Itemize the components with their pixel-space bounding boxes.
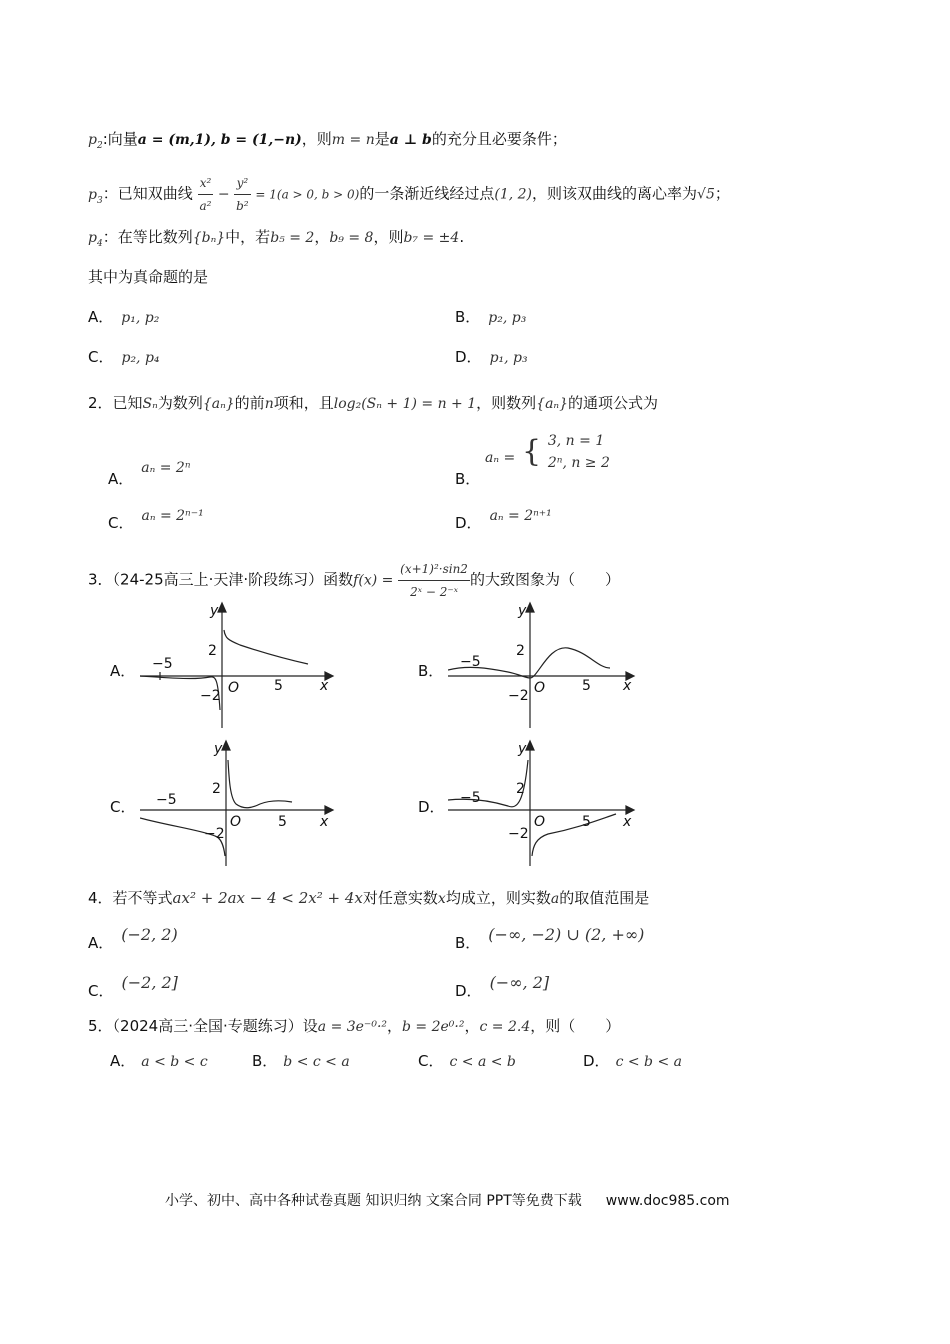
- svg-text:2: 2: [516, 781, 525, 797]
- q5-option-c[interactable]: C． c < a < b: [418, 1052, 516, 1070]
- svg-text:−2: −2: [200, 688, 221, 704]
- q3-graph-d[interactable]: [448, 738, 648, 868]
- q4-option-b[interactable]: B． (−∞, −2) ∪ (2, +∞): [455, 925, 645, 952]
- p3-label: $p_3$: [88, 186, 103, 206]
- q3-option-a-label[interactable]: A．: [110, 662, 136, 680]
- q5-option-d[interactable]: D． c < b < a: [583, 1052, 682, 1070]
- svg-text:y: y: [214, 741, 223, 757]
- question-4: 4．若不等式ax² + 2ax − 4 < 2x² + 4x对任意实数x均成立，则实数a的取值范围是: [88, 889, 650, 907]
- footer-url[interactable]: www.doc985.com: [605, 1193, 730, 1209]
- svg-text:5: 5: [278, 814, 287, 830]
- q1-option-b[interactable]: B． p₂, p₃: [455, 308, 527, 326]
- svg-text:O: O: [230, 814, 242, 830]
- q3-option-c-label[interactable]: C．: [110, 798, 136, 816]
- proposition-p2: $p_2$:向量a = (m,1), b = (1,−n)，则m = n是a ⊥ b的充分且必要条件；: [88, 130, 567, 151]
- svg-text:2: 2: [212, 781, 221, 797]
- q4-option-a[interactable]: A． (−2, 2): [88, 925, 178, 952]
- proposition-p3: $p_3$：已知双曲线 $\frac{\text{x²}}{\text{a²}}$ − $\frac{\text{y²}}{\text{b²}}$ = 1(a > 0, b > 0)的一条渐近线经过点(1, 2)，则该双曲线的离心率为√5；: [88, 172, 730, 217]
- q4-option-c[interactable]: C． (−2, 2]: [88, 973, 178, 1000]
- q2-option-b[interactable]: B．: [455, 470, 481, 488]
- q1-option-d[interactable]: D． p₁, p₃: [455, 348, 528, 366]
- svg-text:O: O: [534, 814, 546, 830]
- q3-fraction: $\frac{\text{(x+1)²·sin2}}{\text{2ˣ − 2⁻ˣ}}$: [398, 558, 470, 603]
- q1-option-a[interactable]: A． p₁, p₂: [88, 308, 160, 326]
- proposition-p4: $p_4$：在等比数列{bₙ}中，若b₅ = 2，b₉ = 8，则b₇ = ±4.: [88, 228, 465, 249]
- p2-label: $p_2$: [88, 132, 103, 151]
- svg-text:−5: −5: [156, 792, 177, 808]
- svg-text:y: y: [518, 603, 527, 619]
- question-3: 3．（24-25高三上·天津·阶段练习）函数f(x) = $\frac{\text{(x+1)²·sin2}}{\text{2ˣ − 2⁻ˣ}}$ 的大致图象为（ ）: [88, 558, 620, 603]
- p4-label: $p_4$: [88, 230, 103, 249]
- svg-text:2: 2: [516, 643, 525, 659]
- question-2: 2．已知Sₙ为数列{aₙ}的前n项和，且log₂(Sₙ + 1) = n + 1，则数列{aₙ}的通项公式为: [88, 394, 659, 412]
- q2-option-c[interactable]: C． aₙ = 2ⁿ⁻¹: [108, 508, 204, 532]
- page-footer: [165, 1190, 730, 1210]
- q1-option-c[interactable]: C． p₂, p₄: [88, 348, 160, 366]
- svg-text:x: x: [623, 678, 632, 694]
- svg-text:x: x: [623, 814, 632, 830]
- q3-option-b-label[interactable]: B．: [418, 662, 444, 680]
- q3-graph-c[interactable]: [140, 738, 340, 868]
- q4-option-d[interactable]: D． (−∞, 2]: [455, 973, 550, 1000]
- svg-text:y: y: [518, 741, 527, 757]
- svg-text:O: O: [534, 680, 546, 696]
- q3-graph-b[interactable]: [448, 600, 648, 730]
- footer-text: 小学、初中、高中各种试卷真题 知识归纳 文案合同 PPT等免费下载: [165, 1193, 582, 1209]
- q1-tail: 其中为真命题的是: [88, 268, 209, 286]
- q5-option-b[interactable]: B． b < c < a: [252, 1052, 350, 1070]
- q3-graph-a[interactable]: [140, 600, 340, 730]
- svg-text:−5: −5: [460, 790, 481, 806]
- q5-option-a[interactable]: A． a < b < c: [110, 1052, 208, 1070]
- svg-text:O: O: [228, 680, 240, 696]
- q3-option-d-label[interactable]: D．: [418, 798, 445, 816]
- svg-text:x: x: [320, 814, 329, 830]
- svg-text:5: 5: [582, 678, 591, 694]
- fraction-x2-a2: $\frac{\text{x²}}{\text{a²}}$: [198, 172, 214, 217]
- q2-option-d[interactable]: D． aₙ = 2ⁿ⁺¹: [455, 508, 552, 532]
- svg-text:5: 5: [582, 814, 591, 830]
- question-5: 5．（2024高三·全国·专题练习）设a = 3e⁻⁰·²，b = 2e⁰·²，c = 2.4，则（ ）: [88, 1017, 621, 1035]
- svg-text:y: y: [210, 603, 219, 619]
- q2-option-a[interactable]: A．aₙ = 2ⁿ: [108, 460, 191, 488]
- svg-text:5: 5: [274, 678, 283, 694]
- svg-text:−5: −5: [460, 654, 481, 670]
- svg-text:−5: −5: [152, 656, 173, 672]
- fraction-y2-b2: $\frac{\text{y²}}{\text{b²}}$: [234, 172, 251, 217]
- q2-option-b-formula: aₙ = { 3, n = 1 2ⁿ, n ≥ 2: [485, 433, 610, 471]
- svg-text:−2: −2: [204, 826, 225, 842]
- svg-text:−2: −2: [508, 826, 529, 842]
- svg-text:2: 2: [208, 643, 217, 659]
- svg-text:−2: −2: [508, 688, 529, 704]
- svg-text:x: x: [320, 678, 329, 694]
